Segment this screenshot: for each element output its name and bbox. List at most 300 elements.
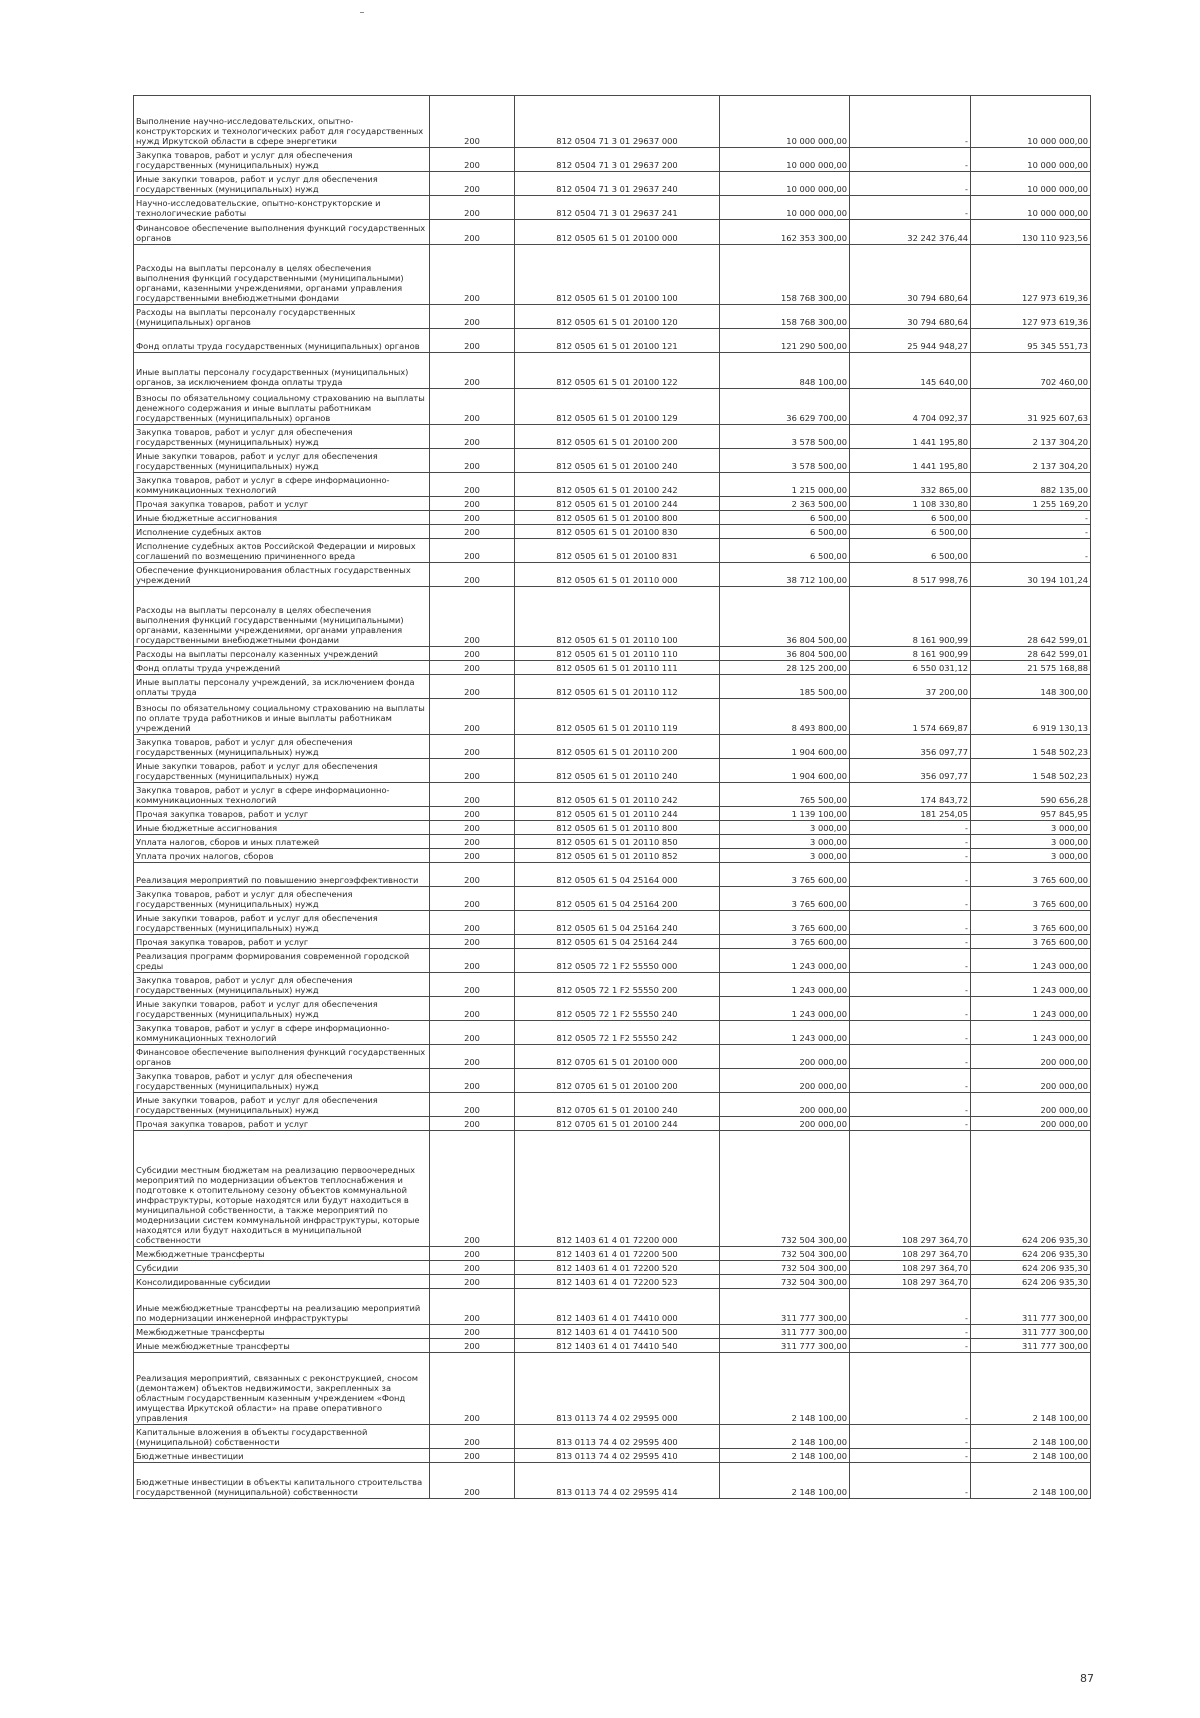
- row-line-code: 200: [430, 1021, 515, 1045]
- row-approved-amount: 3 000,00: [720, 821, 850, 835]
- row-executed-amount: 4 704 092,37: [850, 389, 971, 425]
- row-name: Исполнение судебных актов: [134, 525, 430, 539]
- row-classification-code: 812 0505 61 5 01 20100 200: [515, 425, 720, 449]
- row-line-code: 200: [430, 821, 515, 835]
- row-executed-amount: 8 517 998,76: [850, 563, 971, 587]
- row-name: Иные выплаты персоналу государственных (муниципальных) органов, за исключением фонда оплаты труда: [134, 353, 430, 389]
- row-classification-code: 812 0505 61 5 01 20100 120: [515, 305, 720, 329]
- table-row: [134, 1463, 1091, 1499]
- row-approved-amount: 3 578 500,00: [720, 449, 850, 473]
- row-approved-amount: 158 768 300,00: [720, 305, 850, 329]
- row-approved-amount: 1 139 100,00: [720, 807, 850, 821]
- row-name: Реализация программ формирования современной городской среды: [134, 949, 430, 973]
- row-unexecuted-amount: 1 548 502,23: [971, 759, 1091, 783]
- row-executed-amount: -: [850, 1339, 971, 1353]
- row-executed-amount: 356 097,77: [850, 759, 971, 783]
- row-name: Фонд оплаты труда государственных (муниципальных) органов: [134, 329, 430, 353]
- row-approved-amount: 1 243 000,00: [720, 949, 850, 973]
- table-row: [134, 863, 1091, 887]
- row-name: Иные межбюджетные трансферты: [134, 1339, 430, 1353]
- row-executed-amount: -: [850, 935, 971, 949]
- row-approved-amount: 3 000,00: [720, 835, 850, 849]
- table-body: [134, 96, 1091, 1499]
- row-unexecuted-amount: 2 137 304,20: [971, 449, 1091, 473]
- row-approved-amount: 36 629 700,00: [720, 389, 850, 425]
- row-executed-amount: 30 794 680,64: [850, 305, 971, 329]
- row-name: Финансовое обеспечение выполнения функций государственных органов: [134, 1045, 430, 1069]
- row-executed-amount: 37 200,00: [850, 675, 971, 699]
- row-unexecuted-amount: 3 765 600,00: [971, 935, 1091, 949]
- row-line-code: 200: [430, 1325, 515, 1339]
- row-classification-code: 812 0505 61 5 01 20110 100: [515, 587, 720, 647]
- row-executed-amount: -: [850, 1069, 971, 1093]
- table-row: [134, 511, 1091, 525]
- row-unexecuted-amount: 95 345 551,73: [971, 329, 1091, 353]
- row-name: Взносы по обязательному социальному страхованию на выплаты по оплате труда работников и иные выплаты работникам учреждений: [134, 699, 430, 735]
- row-executed-amount: -: [850, 196, 971, 220]
- page-number: 87: [1080, 1672, 1094, 1685]
- row-unexecuted-amount: 3 000,00: [971, 835, 1091, 849]
- row-executed-amount: -: [850, 849, 971, 863]
- table-row: [134, 835, 1091, 849]
- row-executed-amount: 108 297 364,70: [850, 1261, 971, 1275]
- row-classification-code: 812 0505 61 5 01 20100 100: [515, 245, 720, 305]
- row-approved-amount: 6 500,00: [720, 539, 850, 563]
- table-row: [134, 949, 1091, 973]
- row-line-code: 200: [430, 807, 515, 821]
- row-classification-code: 813 0113 74 4 02 29595 400: [515, 1425, 720, 1449]
- row-classification-code: 812 1403 61 4 01 72200 520: [515, 1261, 720, 1275]
- table-row: [134, 1339, 1091, 1353]
- row-classification-code: 812 0505 72 1 F2 55550 200: [515, 973, 720, 997]
- row-classification-code: 813 0113 74 4 02 29595 000: [515, 1353, 720, 1425]
- row-line-code: 200: [430, 647, 515, 661]
- table-row: [134, 1117, 1091, 1131]
- row-approved-amount: 10 000 000,00: [720, 172, 850, 196]
- row-executed-amount: 181 254,05: [850, 807, 971, 821]
- row-approved-amount: 162 353 300,00: [720, 220, 850, 245]
- row-unexecuted-amount: 10 000 000,00: [971, 172, 1091, 196]
- row-approved-amount: 311 777 300,00: [720, 1325, 850, 1339]
- row-line-code: 200: [430, 783, 515, 807]
- row-line-code: 200: [430, 1069, 515, 1093]
- row-classification-code: 812 0505 61 5 01 20100 240: [515, 449, 720, 473]
- row-line-code: 200: [430, 887, 515, 911]
- row-name: Закупка товаров, работ и услуг в сфере информационно-коммуникационных технологий: [134, 783, 430, 807]
- table-row: [134, 911, 1091, 935]
- row-executed-amount: 6 500,00: [850, 539, 971, 563]
- row-classification-code: 812 0705 61 5 01 20100 000: [515, 1045, 720, 1069]
- table-row: [134, 305, 1091, 329]
- row-approved-amount: 200 000,00: [720, 1117, 850, 1131]
- row-line-code: 200: [430, 1289, 515, 1325]
- row-approved-amount: 185 500,00: [720, 675, 850, 699]
- row-line-code: 200: [430, 699, 515, 735]
- table-row: [134, 849, 1091, 863]
- row-executed-amount: 25 944 948,27: [850, 329, 971, 353]
- row-line-code: 200: [430, 1247, 515, 1261]
- row-unexecuted-amount: 130 110 923,56: [971, 220, 1091, 245]
- row-approved-amount: 158 768 300,00: [720, 245, 850, 305]
- row-approved-amount: 765 500,00: [720, 783, 850, 807]
- row-unexecuted-amount: 6 919 130,13: [971, 699, 1091, 735]
- row-approved-amount: 1 243 000,00: [720, 1021, 850, 1045]
- table-row: [134, 1069, 1091, 1093]
- row-unexecuted-amount: 311 777 300,00: [971, 1289, 1091, 1325]
- table-row: [134, 821, 1091, 835]
- row-approved-amount: 10 000 000,00: [720, 196, 850, 220]
- row-unexecuted-amount: 3 765 600,00: [971, 887, 1091, 911]
- row-name: Прочая закупка товаров, работ и услуг: [134, 807, 430, 821]
- row-name: Финансовое обеспечение выполнения функций государственных органов: [134, 220, 430, 245]
- row-line-code: 200: [430, 497, 515, 511]
- row-name: Научно-исследовательские, опытно-конструкторские и технологические работы: [134, 196, 430, 220]
- row-name: Расходы на выплаты персоналу в целях обеспечения выполнения функций государственными (муниципальными) органами, казенными учреждениями, органами управления государственными внебюджетными фондами: [134, 587, 430, 647]
- table-row: [134, 735, 1091, 759]
- row-classification-code: 812 0505 61 5 01 20110 200: [515, 735, 720, 759]
- table-row: [134, 1449, 1091, 1463]
- row-approved-amount: 1 904 600,00: [720, 735, 850, 759]
- row-classification-code: 812 0504 71 3 01 29637 200: [515, 148, 720, 172]
- row-executed-amount: 6 500,00: [850, 525, 971, 539]
- row-name: Межбюджетные трансферты: [134, 1247, 430, 1261]
- row-executed-amount: -: [850, 148, 971, 172]
- row-approved-amount: 6 500,00: [720, 511, 850, 525]
- row-classification-code: 812 0505 61 5 04 25164 244: [515, 935, 720, 949]
- row-unexecuted-amount: 2 148 100,00: [971, 1353, 1091, 1425]
- table-row: [134, 1425, 1091, 1449]
- row-approved-amount: 36 804 500,00: [720, 647, 850, 661]
- row-approved-amount: 38 712 100,00: [720, 563, 850, 587]
- table-row: [134, 1289, 1091, 1325]
- row-approved-amount: 200 000,00: [720, 1069, 850, 1093]
- row-line-code: 200: [430, 511, 515, 525]
- row-classification-code: 812 0505 61 5 01 20100 242: [515, 473, 720, 497]
- row-line-code: 200: [430, 949, 515, 973]
- budget-execution-table: [133, 95, 1091, 1499]
- row-unexecuted-amount: 10 000 000,00: [971, 148, 1091, 172]
- row-unexecuted-amount: 3 000,00: [971, 849, 1091, 863]
- row-classification-code: 812 0505 61 5 01 20110 110: [515, 647, 720, 661]
- row-classification-code: 812 0505 61 5 01 20100 122: [515, 353, 720, 389]
- row-classification-code: 812 0705 61 5 01 20100 240: [515, 1093, 720, 1117]
- table-row: [134, 1131, 1091, 1247]
- row-line-code: 200: [430, 425, 515, 449]
- table-row: [134, 759, 1091, 783]
- row-name: Субсидии местным бюджетам на реализацию первоочередных мероприятий по модернизации объектов теплоснабжения и подготовке к отопительному сезону объектов коммунальной инфраструктуры, которые находятся или будут находиться в муниципальной собственности, а также мероприятий по модернизации систем коммунальной инфраструктуры, которые находятся или будут находиться в муниципальной собственности: [134, 1131, 430, 1247]
- table-row: [134, 353, 1091, 389]
- row-approved-amount: 6 500,00: [720, 525, 850, 539]
- table-row: [134, 425, 1091, 449]
- row-name: Закупка товаров, работ и услуг для обеспечения государственных (муниципальных) нужд: [134, 425, 430, 449]
- row-line-code: 200: [430, 911, 515, 935]
- table-row: [134, 1353, 1091, 1425]
- row-unexecuted-amount: 127 973 619,36: [971, 245, 1091, 305]
- row-approved-amount: 1 215 000,00: [720, 473, 850, 497]
- row-line-code: 200: [430, 329, 515, 353]
- row-approved-amount: 28 125 200,00: [720, 661, 850, 675]
- row-classification-code: 812 0505 61 5 01 20110 111: [515, 661, 720, 675]
- row-executed-amount: 174 843,72: [850, 783, 971, 807]
- row-line-code: 200: [430, 389, 515, 425]
- row-approved-amount: 3 765 600,00: [720, 911, 850, 935]
- row-executed-amount: -: [850, 1117, 971, 1131]
- row-classification-code: 812 1403 61 4 01 74410 500: [515, 1325, 720, 1339]
- row-line-code: 200: [430, 587, 515, 647]
- table-row: [134, 807, 1091, 821]
- row-unexecuted-amount: 1 243 000,00: [971, 973, 1091, 997]
- row-classification-code: 812 0505 61 5 01 20110 244: [515, 807, 720, 821]
- row-classification-code: 812 0505 61 5 01 20110 850: [515, 835, 720, 849]
- row-name: Межбюджетные трансферты: [134, 1325, 430, 1339]
- row-executed-amount: 8 161 900,99: [850, 647, 971, 661]
- row-classification-code: 812 0505 61 5 01 20100 831: [515, 539, 720, 563]
- row-name: Бюджетные инвестиции в объекты капитального строительства государственной (муниципальной) собственности: [134, 1463, 430, 1499]
- table-row: [134, 675, 1091, 699]
- row-approved-amount: 732 504 300,00: [720, 1131, 850, 1247]
- row-classification-code: 812 0705 61 5 01 20100 244: [515, 1117, 720, 1131]
- row-line-code: 200: [430, 1093, 515, 1117]
- table-row: [134, 997, 1091, 1021]
- row-classification-code: 812 0505 61 5 01 20110 800: [515, 821, 720, 835]
- table-row: [134, 539, 1091, 563]
- row-unexecuted-amount: 624 206 935,30: [971, 1275, 1091, 1289]
- row-unexecuted-amount: 311 777 300,00: [971, 1325, 1091, 1339]
- table-row: [134, 973, 1091, 997]
- row-executed-amount: 1 108 330,80: [850, 497, 971, 511]
- row-unexecuted-amount: 2 148 100,00: [971, 1449, 1091, 1463]
- row-approved-amount: 3 000,00: [720, 849, 850, 863]
- row-name: Исполнение судебных актов Российской Федерации и мировых соглашений по возмещению причиненного вреда: [134, 539, 430, 563]
- row-executed-amount: 356 097,77: [850, 735, 971, 759]
- row-line-code: 200: [430, 525, 515, 539]
- row-classification-code: 812 0505 72 1 F2 55550 242: [515, 1021, 720, 1045]
- row-unexecuted-amount: 200 000,00: [971, 1069, 1091, 1093]
- table-row: [134, 329, 1091, 353]
- row-executed-amount: -: [850, 172, 971, 196]
- row-classification-code: 812 0505 61 5 01 20110 000: [515, 563, 720, 587]
- row-name: Взносы по обязательному социальному страхованию на выплаты денежного содержания и иные выплаты работникам государственных (муниципальных) органов: [134, 389, 430, 425]
- row-executed-amount: 108 297 364,70: [850, 1275, 971, 1289]
- row-classification-code: 812 0705 61 5 01 20100 200: [515, 1069, 720, 1093]
- row-unexecuted-amount: 10 000 000,00: [971, 196, 1091, 220]
- row-executed-amount: -: [850, 1021, 971, 1045]
- row-name: Закупка товаров, работ и услуг для обеспечения государственных (муниципальных) нужд: [134, 887, 430, 911]
- row-line-code: 200: [430, 96, 515, 148]
- row-executed-amount: -: [850, 1289, 971, 1325]
- row-line-code: 200: [430, 863, 515, 887]
- row-classification-code: 812 0505 61 5 01 20100 800: [515, 511, 720, 525]
- row-executed-amount: -: [850, 1045, 971, 1069]
- table-row: [134, 1021, 1091, 1045]
- row-classification-code: 812 0505 61 5 01 20100 244: [515, 497, 720, 511]
- row-name: Иные закупки товаров, работ и услуг для обеспечения государственных (муниципальных) нужд: [134, 759, 430, 783]
- row-classification-code: 812 0505 61 5 01 20100 000: [515, 220, 720, 245]
- row-executed-amount: 332 865,00: [850, 473, 971, 497]
- row-unexecuted-amount: 624 206 935,30: [971, 1247, 1091, 1261]
- row-unexecuted-amount: 1 243 000,00: [971, 997, 1091, 1021]
- row-line-code: 200: [430, 935, 515, 949]
- row-executed-amount: -: [850, 973, 971, 997]
- row-classification-code: 812 0505 72 1 F2 55550 240: [515, 997, 720, 1021]
- row-approved-amount: 2 148 100,00: [720, 1463, 850, 1499]
- row-line-code: 200: [430, 1425, 515, 1449]
- row-name: Консолидированные субсидии: [134, 1275, 430, 1289]
- row-approved-amount: 3 578 500,00: [720, 425, 850, 449]
- table-row: [134, 497, 1091, 511]
- row-name: Выполнение научно-исследовательских, опытно-конструкторских и технологических работ для государственных нужд Иркутской области в сфере энергетики: [134, 96, 430, 148]
- row-approved-amount: 3 765 600,00: [720, 935, 850, 949]
- row-line-code: 200: [430, 1275, 515, 1289]
- row-approved-amount: 311 777 300,00: [720, 1339, 850, 1353]
- row-name: Уплата прочих налогов, сборов: [134, 849, 430, 863]
- row-line-code: 200: [430, 245, 515, 305]
- table-row: [134, 563, 1091, 587]
- row-unexecuted-amount: 28 642 599,01: [971, 587, 1091, 647]
- table-row: [134, 525, 1091, 539]
- row-unexecuted-amount: 200 000,00: [971, 1117, 1091, 1131]
- row-classification-code: 812 1403 61 4 01 74410 000: [515, 1289, 720, 1325]
- row-executed-amount: -: [850, 1449, 971, 1463]
- table-row: [134, 1247, 1091, 1261]
- row-line-code: 200: [430, 473, 515, 497]
- row-unexecuted-amount: 3 765 600,00: [971, 863, 1091, 887]
- row-unexecuted-amount: 21 575 168,88: [971, 661, 1091, 675]
- row-unexecuted-amount: 1 243 000,00: [971, 949, 1091, 973]
- row-line-code: 200: [430, 220, 515, 245]
- row-name: Реализация мероприятий по повышению энергоэффективности: [134, 863, 430, 887]
- row-executed-amount: 1 441 195,80: [850, 449, 971, 473]
- row-executed-amount: 145 640,00: [850, 353, 971, 389]
- row-name: Обеспечение функционирования областных государственных учреждений: [134, 563, 430, 587]
- table-row: [134, 1261, 1091, 1275]
- row-unexecuted-amount: 200 000,00: [971, 1093, 1091, 1117]
- row-classification-code: 813 0113 74 4 02 29595 410: [515, 1449, 720, 1463]
- row-executed-amount: -: [850, 821, 971, 835]
- table-row: [134, 148, 1091, 172]
- row-name: Прочая закупка товаров, работ и услуг: [134, 935, 430, 949]
- row-line-code: 200: [430, 449, 515, 473]
- row-classification-code: 812 1403 61 4 01 72200 500: [515, 1247, 720, 1261]
- row-name: Закупка товаров, работ и услуг в сфере информационно-коммуникационных технологий: [134, 1021, 430, 1045]
- row-executed-amount: -: [850, 949, 971, 973]
- row-approved-amount: 200 000,00: [720, 1045, 850, 1069]
- row-line-code: 200: [430, 675, 515, 699]
- row-classification-code: 812 0504 71 3 01 29637 240: [515, 172, 720, 196]
- row-unexecuted-amount: 2 137 304,20: [971, 425, 1091, 449]
- row-classification-code: 812 0505 61 5 01 20110 852: [515, 849, 720, 863]
- row-classification-code: 812 0505 61 5 01 20110 119: [515, 699, 720, 735]
- row-unexecuted-amount: 311 777 300,00: [971, 1339, 1091, 1353]
- row-line-code: 200: [430, 196, 515, 220]
- row-approved-amount: 732 504 300,00: [720, 1275, 850, 1289]
- row-line-code: 200: [430, 997, 515, 1021]
- row-executed-amount: 6 500,00: [850, 511, 971, 525]
- row-executed-amount: -: [850, 1463, 971, 1499]
- row-classification-code: 812 0504 71 3 01 29637 241: [515, 196, 720, 220]
- row-approved-amount: 2 148 100,00: [720, 1449, 850, 1463]
- row-name: Иные закупки товаров, работ и услуг для обеспечения государственных (муниципальных) нужд: [134, 1093, 430, 1117]
- row-unexecuted-amount: 957 845,95: [971, 807, 1091, 821]
- row-unexecuted-amount: 882 135,00: [971, 473, 1091, 497]
- row-name: Иные закупки товаров, работ и услуг для обеспечения государственных (муниципальных) нужд: [134, 449, 430, 473]
- row-classification-code: 812 0505 61 5 04 25164 000: [515, 863, 720, 887]
- row-name: Закупка товаров, работ и услуг для обеспечения государственных (муниципальных) нужд: [134, 973, 430, 997]
- row-executed-amount: -: [850, 1325, 971, 1339]
- row-unexecuted-amount: 3 765 600,00: [971, 911, 1091, 935]
- table-row: [134, 1275, 1091, 1289]
- row-name: Прочая закупка товаров, работ и услуг: [134, 1117, 430, 1131]
- row-line-code: 200: [430, 353, 515, 389]
- row-executed-amount: 30 794 680,64: [850, 245, 971, 305]
- row-unexecuted-amount: 30 194 101,24: [971, 563, 1091, 587]
- row-unexecuted-amount: 148 300,00: [971, 675, 1091, 699]
- row-classification-code: 812 1403 61 4 01 74410 540: [515, 1339, 720, 1353]
- row-executed-amount: -: [850, 1425, 971, 1449]
- row-unexecuted-amount: 702 460,00: [971, 353, 1091, 389]
- row-name: Иные закупки товаров, работ и услуг для обеспечения государственных (муниципальных) нужд: [134, 911, 430, 935]
- row-executed-amount: 8 161 900,99: [850, 587, 971, 647]
- row-executed-amount: 32 242 376,44: [850, 220, 971, 245]
- table-row: [134, 196, 1091, 220]
- row-approved-amount: 732 504 300,00: [720, 1247, 850, 1261]
- row-approved-amount: 848 100,00: [720, 353, 850, 389]
- row-executed-amount: 1 441 195,80: [850, 425, 971, 449]
- row-executed-amount: -: [850, 96, 971, 148]
- row-name: Иные бюджетные ассигнования: [134, 821, 430, 835]
- row-executed-amount: 1 574 669,87: [850, 699, 971, 735]
- table-row: [134, 887, 1091, 911]
- table-row: [134, 245, 1091, 305]
- scan-artifact: [360, 12, 364, 13]
- row-classification-code: 812 0505 61 5 01 20100 121: [515, 329, 720, 353]
- row-executed-amount: 108 297 364,70: [850, 1131, 971, 1247]
- row-approved-amount: 732 504 300,00: [720, 1261, 850, 1275]
- row-unexecuted-amount: -: [971, 525, 1091, 539]
- table-row: [134, 96, 1091, 148]
- row-executed-amount: 108 297 364,70: [850, 1247, 971, 1261]
- row-executed-amount: -: [850, 863, 971, 887]
- row-classification-code: 812 0505 61 5 01 20110 242: [515, 783, 720, 807]
- row-unexecuted-amount: 28 642 599,01: [971, 647, 1091, 661]
- row-name: Закупка товаров, работ и услуг в сфере информационно-коммуникационных технологий: [134, 473, 430, 497]
- row-name: Закупка товаров, работ и услуг для обеспечения государственных (муниципальных) нужд: [134, 1069, 430, 1093]
- row-executed-amount: -: [850, 1353, 971, 1425]
- row-name: Закупка товаров, работ и услуг для обеспечения государственных (муниципальных) нужд: [134, 735, 430, 759]
- table-row: [134, 699, 1091, 735]
- row-approved-amount: 2 148 100,00: [720, 1425, 850, 1449]
- table-row: [134, 935, 1091, 949]
- row-classification-code: 812 0505 61 5 01 20110 112: [515, 675, 720, 699]
- row-executed-amount: -: [850, 997, 971, 1021]
- row-approved-amount: 10 000 000,00: [720, 96, 850, 148]
- row-approved-amount: 3 765 600,00: [720, 863, 850, 887]
- row-line-code: 200: [430, 973, 515, 997]
- row-name: Иные закупки товаров, работ и услуг для обеспечения государственных (муниципальных) нужд: [134, 997, 430, 1021]
- row-name: Расходы на выплаты персоналу государственных (муниципальных) органов: [134, 305, 430, 329]
- row-unexecuted-amount: 2 148 100,00: [971, 1463, 1091, 1499]
- table-row: [134, 220, 1091, 245]
- row-line-code: 200: [430, 563, 515, 587]
- row-line-code: 200: [430, 1463, 515, 1499]
- row-name: Расходы на выплаты персоналу казенных учреждений: [134, 647, 430, 661]
- row-classification-code: 812 0505 61 5 04 25164 240: [515, 911, 720, 935]
- row-executed-amount: 6 550 031,12: [850, 661, 971, 675]
- row-line-code: 200: [430, 849, 515, 863]
- table-row: [134, 587, 1091, 647]
- row-approved-amount: 1 243 000,00: [720, 973, 850, 997]
- row-unexecuted-amount: 2 148 100,00: [971, 1425, 1091, 1449]
